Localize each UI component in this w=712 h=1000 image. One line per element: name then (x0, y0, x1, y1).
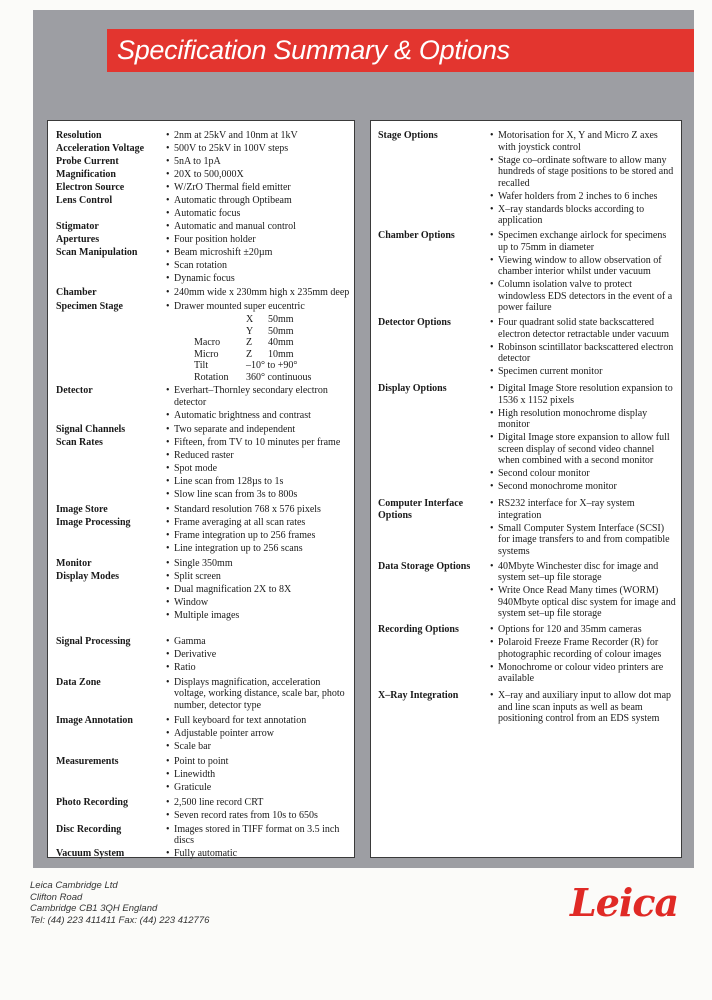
spec-values (166, 636, 354, 675)
spec-row (48, 287, 354, 300)
spec-item: • Derivative (166, 649, 354, 661)
spec-item: • Slow line scan from 3s to 800s (166, 489, 354, 501)
spec-values (166, 195, 354, 221)
spec-values (166, 848, 354, 861)
spec-item: • Split screen (166, 571, 354, 583)
spec-item: • Viewing window to allow observation of chamber interior whilst under vacuum (490, 255, 681, 278)
spec-item: • Beam microshift ±20µm (166, 247, 354, 259)
spec-item: • Line integration up to 256 scans (166, 543, 354, 555)
spec-item: • 20X to 500,000X (166, 169, 354, 181)
spec-item: • Digital Image Store resolution expansion to 1536 x 1152 pixels (490, 383, 681, 406)
spec-item: • Adjustable pointer arrow (166, 728, 354, 740)
spec-row (48, 437, 354, 502)
spec-row (48, 385, 354, 423)
spec-item: • Scale bar (166, 741, 354, 753)
spec-label: Chamber (56, 287, 97, 298)
spec-label: Apertures (56, 234, 100, 245)
spec-label: Stigmator (56, 221, 99, 232)
spec-values (490, 383, 681, 494)
stage-row-value: 10mm (268, 348, 294, 360)
spec-item: • Standard resolution 768 x 576 pixels (166, 504, 354, 516)
stage-travel-table (166, 314, 354, 383)
spec-item: • W/ZrO Thermal field emitter (166, 182, 354, 194)
spec-values (166, 437, 354, 502)
spec-row (48, 504, 354, 517)
spec-item: • Line scan from 128µs to 1s (166, 476, 354, 488)
spec-item: • High resolution monochrome display monitor (490, 408, 681, 431)
stage-row-value: 50mm (268, 314, 294, 325)
spec-item: • Ratio (166, 662, 354, 674)
spec-item: • Automatic focus (166, 208, 354, 220)
spec-values (166, 517, 354, 556)
spec-row (48, 756, 354, 795)
leica-logo: Leica (570, 880, 679, 925)
spec-item: • Motorisation for X, Y and Micro Z axes with joystick control (490, 130, 681, 153)
spec-label: Data Zone (56, 676, 101, 688)
spec-item: • 240mm wide x 230mm high x 235mm deep (166, 287, 354, 299)
stage-row-value: –10° to +90° (246, 360, 298, 371)
spec-values (166, 143, 354, 156)
spec-item: • RS232 interface for X–ray system integration (490, 498, 681, 521)
spec-item: • Everhart–Thornley secondary electron detector (166, 385, 354, 408)
spec-row (48, 182, 354, 195)
spec-row (48, 558, 354, 571)
spec-label: Acceleration Voltage (56, 143, 145, 154)
spec-label: Measurements (56, 755, 119, 767)
spec-values (166, 715, 354, 754)
spec-values (490, 624, 681, 686)
spec-row (48, 169, 354, 182)
stage-row-value: 360° continuous (246, 371, 312, 383)
spec-label: Vacuum System (56, 848, 125, 859)
spec-values (166, 571, 354, 623)
street-address: Clifton Road (30, 891, 83, 903)
spec-row (371, 317, 681, 379)
spec-label: Scan Rates (56, 436, 103, 448)
spec-row (48, 234, 354, 247)
spec-item: • 2,500 line record CRT (166, 797, 354, 809)
title-banner (107, 29, 694, 72)
spec-label: Recording Options (378, 624, 459, 635)
spec-item: • Four quadrant solid state backscattered electron detector retractable under vacuum (490, 317, 681, 340)
spec-values (166, 677, 354, 713)
spec-values (166, 130, 354, 143)
company-name: Leica Cambridge Ltd (30, 880, 118, 891)
spec-label: Monitor (56, 557, 92, 569)
spec-item: • Write Once Read Many times (WORM) 940Mbyte optical disc system for image and system set–up file storage (490, 585, 681, 620)
spec-values (166, 504, 354, 517)
spec-label: Signal Channels (56, 423, 126, 435)
spec-row (48, 824, 354, 849)
spec-values (490, 317, 681, 379)
spec-row (48, 797, 354, 823)
spec-item: • Dual magnification 2X to 8X (166, 584, 354, 596)
spec-item: • Point to point (166, 756, 354, 768)
spec-item: • X–ray standards blocks according to application (490, 204, 681, 227)
spec-label: Probe Current (56, 156, 119, 167)
spec-item: • Robinson scintillator backscattered electron detector (490, 342, 681, 365)
stage-row-axis: Y (246, 325, 254, 337)
spec-item: • Polaroid Freeze Frame Recorder (R) for photographic recording of colour images (490, 637, 681, 660)
spec-values (166, 169, 354, 182)
options-panel (370, 120, 682, 858)
stage-row-name: Macro (194, 337, 221, 348)
spec-values (166, 234, 354, 247)
spec-item: • Wafer holders from 2 inches to 6 inches (490, 191, 681, 203)
page-title: Specification Summary & Options (117, 35, 510, 65)
spec-row (48, 571, 354, 623)
spec-item: • Full keyboard for text annotation (166, 715, 354, 727)
spec-item: • Specimen exchange airlock for specimens up to 75mm in diameter (490, 230, 681, 253)
spec-item: • Spot mode (166, 463, 354, 475)
spec-item: • X–ray and auxiliary input to allow dot map and line scan inputs as well as beam positioning control from an EDS system (490, 690, 681, 725)
stage-row-axis: X (246, 314, 254, 325)
spec-row (371, 690, 681, 726)
spec-item: • Images stored in TIFF format on 3.5 inch discs (166, 824, 354, 847)
spec-item: • Small Computer System Interface (SCSI) for image transfers to and from compatible systems (490, 523, 681, 558)
spec-label: Detector Options (378, 317, 451, 328)
spec-item: • Automatic and manual control (166, 221, 354, 233)
spec-item: • 2nm at 25kV and 10nm at 1kV (166, 130, 354, 142)
spec-label: Electron Source (56, 182, 125, 193)
spec-item: • 5nA to 1pA (166, 156, 354, 168)
spec-item: • Seven record rates from 10s to 650s (166, 810, 354, 822)
spec-label: Magnification (56, 169, 116, 180)
spec-item: • Gamma (166, 636, 354, 648)
spec-item: • Second colour monitor (490, 468, 681, 480)
spec-label: Computer Interface Options (378, 498, 464, 521)
stage-row-name: Micro (194, 348, 219, 360)
spec-label: Image Store (56, 503, 108, 515)
spec-item: • 40Mbyte Winchester disc for image and system set–up file storage (490, 561, 681, 584)
stage-row-axis: Z (246, 337, 253, 348)
spec-item: • Stage co–ordinate software to allow many hundreds of stage positions to be stored and recalled (490, 155, 681, 190)
stage-row-value: 50mm (268, 325, 294, 337)
spec-label: Stage Options (378, 130, 438, 141)
spec-label: Signal Processing (56, 635, 131, 647)
stage-row-name: Rotation (194, 371, 229, 383)
spec-row (48, 424, 354, 437)
spec-item: • Monochrome or colour video printers are available (490, 662, 681, 685)
spec-values (166, 797, 354, 823)
spec-values (166, 287, 354, 300)
spec-label: Photo Recording (56, 796, 128, 808)
spec-row (48, 301, 354, 383)
spec-values (166, 221, 354, 234)
spec-item: • Frame integration up to 256 frames (166, 530, 354, 542)
spec-item: • Multiple images (166, 610, 354, 622)
spec-item: • Four position holder (166, 234, 354, 246)
spec-row (371, 498, 681, 559)
spec-item: • Column isolation valve to protect windowless EDS detectors in the event of a power failure (490, 279, 681, 314)
spec-item: • Scan rotation (166, 260, 354, 272)
spec-label: Display Modes (56, 570, 120, 582)
core-specifications-panel (47, 120, 355, 858)
spec-label: Disc Recording (56, 823, 122, 835)
spec-row (371, 130, 681, 228)
stage-row-name: Tilt (194, 360, 209, 371)
spec-label: Data Storage Options (378, 560, 471, 572)
spec-row (371, 230, 681, 315)
spec-item: • Two separate and independent (166, 424, 354, 436)
spec-values (166, 824, 354, 849)
stage-row-value: 40mm (268, 337, 294, 348)
spec-label: Detector (56, 385, 93, 396)
spec-values (166, 301, 354, 383)
spec-item: • Frame averaging at all scan rates (166, 517, 354, 529)
spec-label: Lens Control (56, 195, 113, 206)
spec-row (48, 848, 354, 861)
spec-item: • Fully automatic (166, 848, 354, 860)
spec-item: • Automatic through Optibeam (166, 195, 354, 207)
spec-item: • 500V to 25kV in 100V steps (166, 143, 354, 155)
spec-row (48, 715, 354, 754)
address-block (30, 880, 209, 926)
spec-item: • Second monochrome monitor (490, 481, 681, 493)
spec-row (48, 195, 354, 221)
spec-item: • Fifteen, from TV to 10 minutes per frame (166, 437, 354, 449)
spec-row (371, 561, 681, 622)
options-list (371, 130, 681, 726)
spec-row (48, 636, 354, 675)
spec-values (166, 182, 354, 195)
spec-label: Specimen Stage (56, 301, 123, 312)
spec-label: Image Processing (56, 516, 131, 528)
spec-values (490, 690, 681, 726)
spec-values (490, 498, 681, 559)
spec-label: Scan Manipulation (56, 247, 138, 258)
spec-values (166, 424, 354, 437)
spec-item: • Linewidth (166, 769, 354, 781)
spec-item: • Window (166, 597, 354, 609)
stage-row-name (194, 314, 246, 326)
spec-item: • Displays magnification, acceleration voltage, working distance, scale bar, photo number, detector type (166, 677, 354, 712)
spec-row (48, 221, 354, 234)
spec-values (166, 756, 354, 795)
spec-item: • Graticule (166, 782, 354, 794)
spec-item: • Options for 120 and 35mm cameras (490, 624, 681, 636)
spec-values (166, 156, 354, 169)
spec-item: • Dynamic focus (166, 273, 354, 285)
spec-row (371, 383, 681, 494)
spec-row (48, 517, 354, 556)
city-address: Cambridge CB1 3QH England (30, 903, 158, 914)
spec-values (166, 385, 354, 423)
spec-label: Display Options (378, 383, 447, 394)
spec-row (371, 624, 681, 686)
contact-numbers: Tel: (44) 223 411411 Fax: (44) 223 412776 (30, 914, 210, 926)
spec-row (48, 143, 354, 156)
spec-label: Resolution (56, 130, 102, 141)
core-specifications-list (48, 130, 354, 861)
spec-item: • Single 350mm (166, 558, 354, 570)
spec-item: • Specimen current monitor (490, 366, 681, 378)
spec-item: • Drawer mounted super eucentric (166, 301, 354, 313)
spec-values (490, 130, 681, 228)
spec-row (48, 130, 354, 143)
spec-item: • Automatic brightness and contrast (166, 410, 354, 422)
spec-item: • Reduced raster (166, 450, 354, 462)
spec-values (490, 561, 681, 622)
spec-row (48, 677, 354, 713)
spec-item: • Digital Image store expansion to allow full screen display of second video channel when combined with a second monitor (490, 432, 681, 467)
spec-row (48, 247, 354, 286)
spec-values (490, 230, 681, 315)
spec-label: Image Annotation (56, 714, 133, 726)
spec-label: X–Ray Integration (378, 690, 459, 701)
stage-row-name (194, 326, 246, 338)
stage-row-axis: Z (246, 348, 253, 360)
spec-label: Chamber Options (378, 230, 455, 241)
spec-values (166, 558, 354, 571)
spec-row (48, 156, 354, 169)
spec-values (166, 247, 354, 286)
